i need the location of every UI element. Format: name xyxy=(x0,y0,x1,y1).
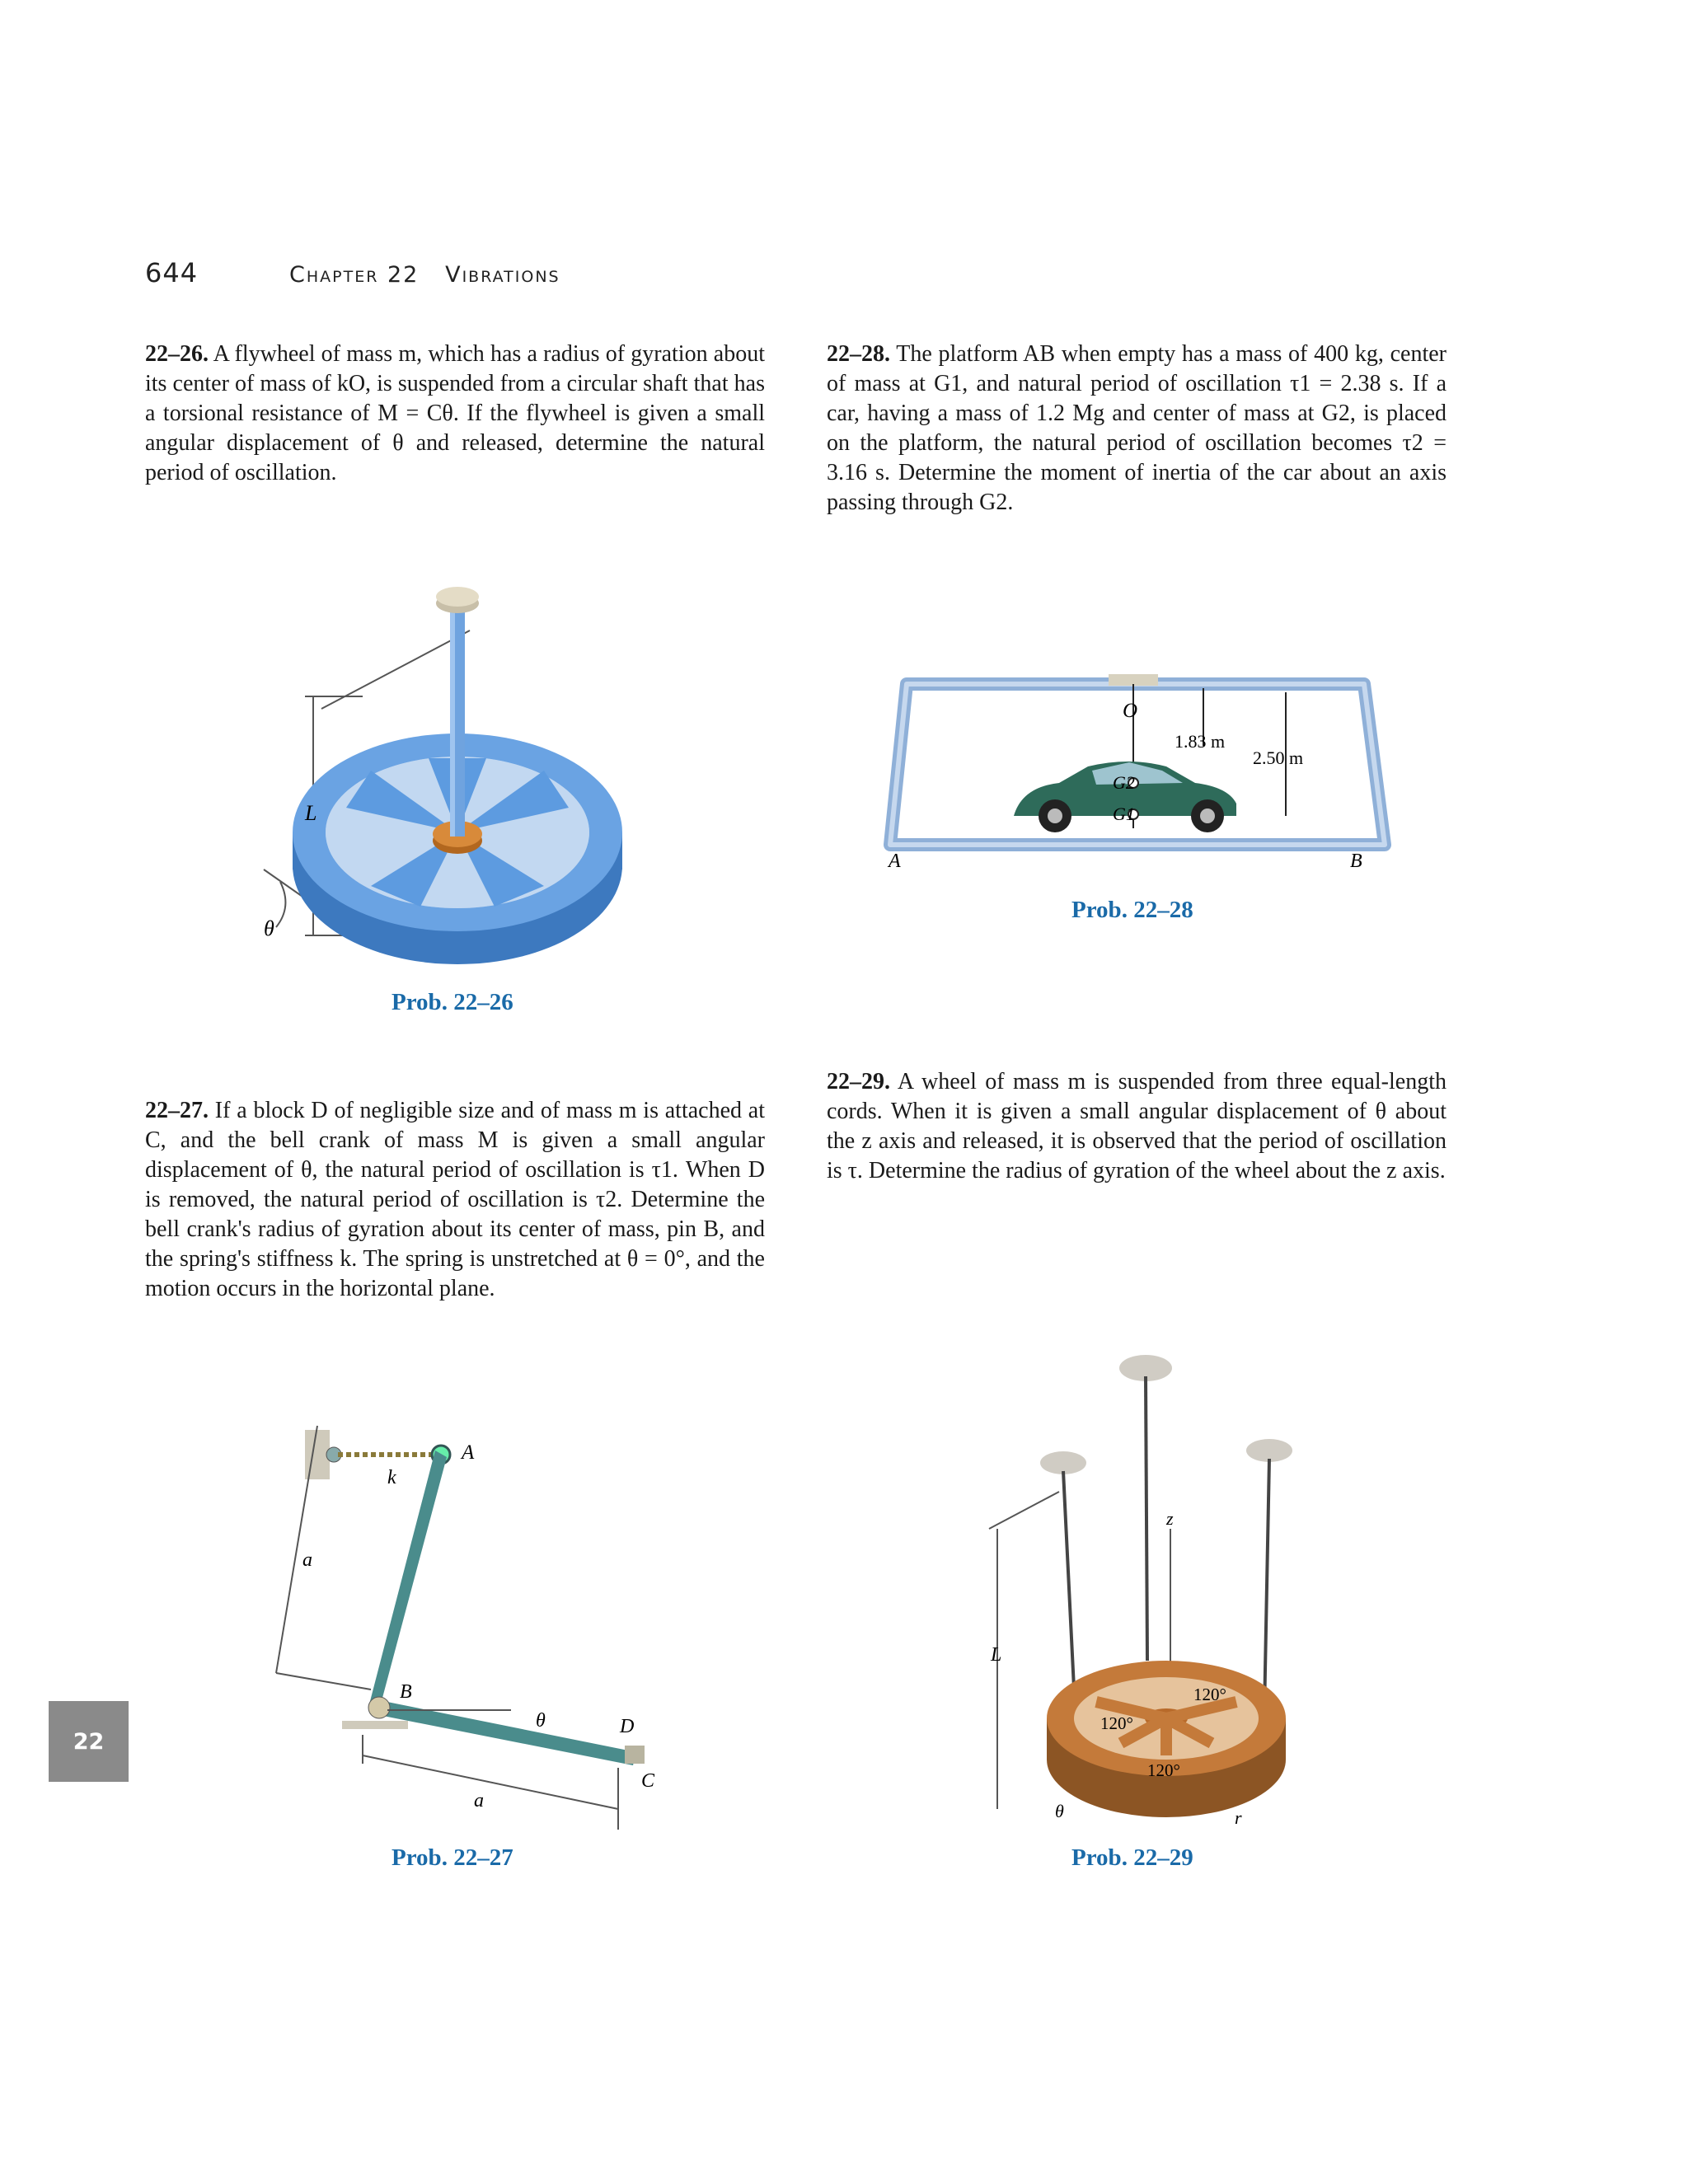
problem-number: 22–28. xyxy=(827,341,890,367)
label-O: O xyxy=(1123,700,1138,722)
problem-text: The platform AB when empty has a mass of 400 kg, center of mass at G1, and natural period of oscillation τ1 = 2.38 s. If a car, having a mass of 1.2 Mg and center of mass at G2, is placed on the platform, the natural period of oscillation becomes τ2 = 3.16 s. Determine the moment of inertia of the car about an axis passing through G2. xyxy=(827,341,1447,515)
label-C: C xyxy=(641,1770,655,1792)
label-r: r xyxy=(1235,1807,1242,1828)
label-A: A xyxy=(462,1441,475,1464)
bell-crank-figure xyxy=(256,1401,684,1830)
chapter-tab: 22 xyxy=(49,1701,129,1782)
platform-figure xyxy=(882,651,1393,882)
suspended-wheel-figure xyxy=(973,1331,1368,1842)
label-B: B xyxy=(400,1681,412,1703)
angle-120-left: 120° xyxy=(1100,1713,1133,1733)
angle-label: θ xyxy=(1055,1801,1064,1821)
label-A: A xyxy=(889,851,901,872)
chapter-title xyxy=(289,262,560,288)
problem-text: If a block D of negligible size and of mass m is attached at C, and the bell crank of mass M is given a small angular displacement of θ, the natural period of oscillation is τ1. When D is removed, the natural period of oscillation is τ2. Determine the bell crank's radius of gyration about its center of mass, pin B, and the spring's stiffness k. The spring is unstretched at θ = 0°, and the motion occurs in the horizontal plane. xyxy=(145,1098,766,1301)
figure-caption-22-29: Prob. 22–29 xyxy=(1071,1844,1193,1871)
angle-120-right: 120° xyxy=(1193,1685,1226,1704)
page-number: 644 xyxy=(145,257,199,288)
label-D: D xyxy=(620,1716,635,1737)
dimension-2-50m: 2.50 m xyxy=(1253,748,1304,768)
problem-number: 22–26. xyxy=(145,341,209,367)
figure-caption-22-26: Prob. 22–26 xyxy=(392,989,513,1015)
label-B: B xyxy=(1350,851,1362,872)
problem-number: 22–29. xyxy=(827,1069,890,1094)
problem-22-27 xyxy=(145,1096,765,1304)
label-G1: G1 xyxy=(1113,804,1135,824)
chapter-label: Chapter 22 xyxy=(289,262,420,288)
length-label: L xyxy=(305,801,317,825)
label-a-vertical: a xyxy=(302,1549,312,1571)
problem-number: 22–27. xyxy=(145,1098,209,1123)
figure-caption-22-28: Prob. 22–28 xyxy=(1071,897,1193,923)
problem-22-26 xyxy=(145,340,765,488)
dimension-1-83m: 1.83 m xyxy=(1175,731,1226,752)
angle-label: θ xyxy=(264,916,274,940)
problem-text: A wheel of mass m is suspended from three equal-length cords. When it is given a small angular displacement of θ about the z axis and released, it is observed that the period of oscillation is τ. Determine the radius of gyration of the wheel about the z axis. xyxy=(827,1069,1447,1183)
angle-label: θ xyxy=(536,1710,546,1732)
figure-caption-22-27: Prob. 22–27 xyxy=(392,1844,513,1871)
section-label: Vibrations xyxy=(445,262,560,288)
problem-22-29 xyxy=(827,1067,1447,1186)
problem-text: A flywheel of mass m, which has a radius of gyration about its center of mass of kO, is suspended from a circular shaft that has a torsional resistance of M = Cθ. If the flywheel is given a small angular displacement of θ and released, determine the natural period of oscillation. xyxy=(145,341,765,485)
label-L: L xyxy=(991,1644,1002,1666)
label-G2: G2 xyxy=(1113,772,1135,793)
problem-22-28 xyxy=(827,340,1447,518)
label-k: k xyxy=(387,1467,396,1488)
flywheel-figure xyxy=(247,560,676,989)
label-a-horizontal: a xyxy=(474,1790,484,1811)
label-z: z xyxy=(1166,1508,1174,1529)
angle-120-bottom: 120° xyxy=(1147,1760,1180,1780)
